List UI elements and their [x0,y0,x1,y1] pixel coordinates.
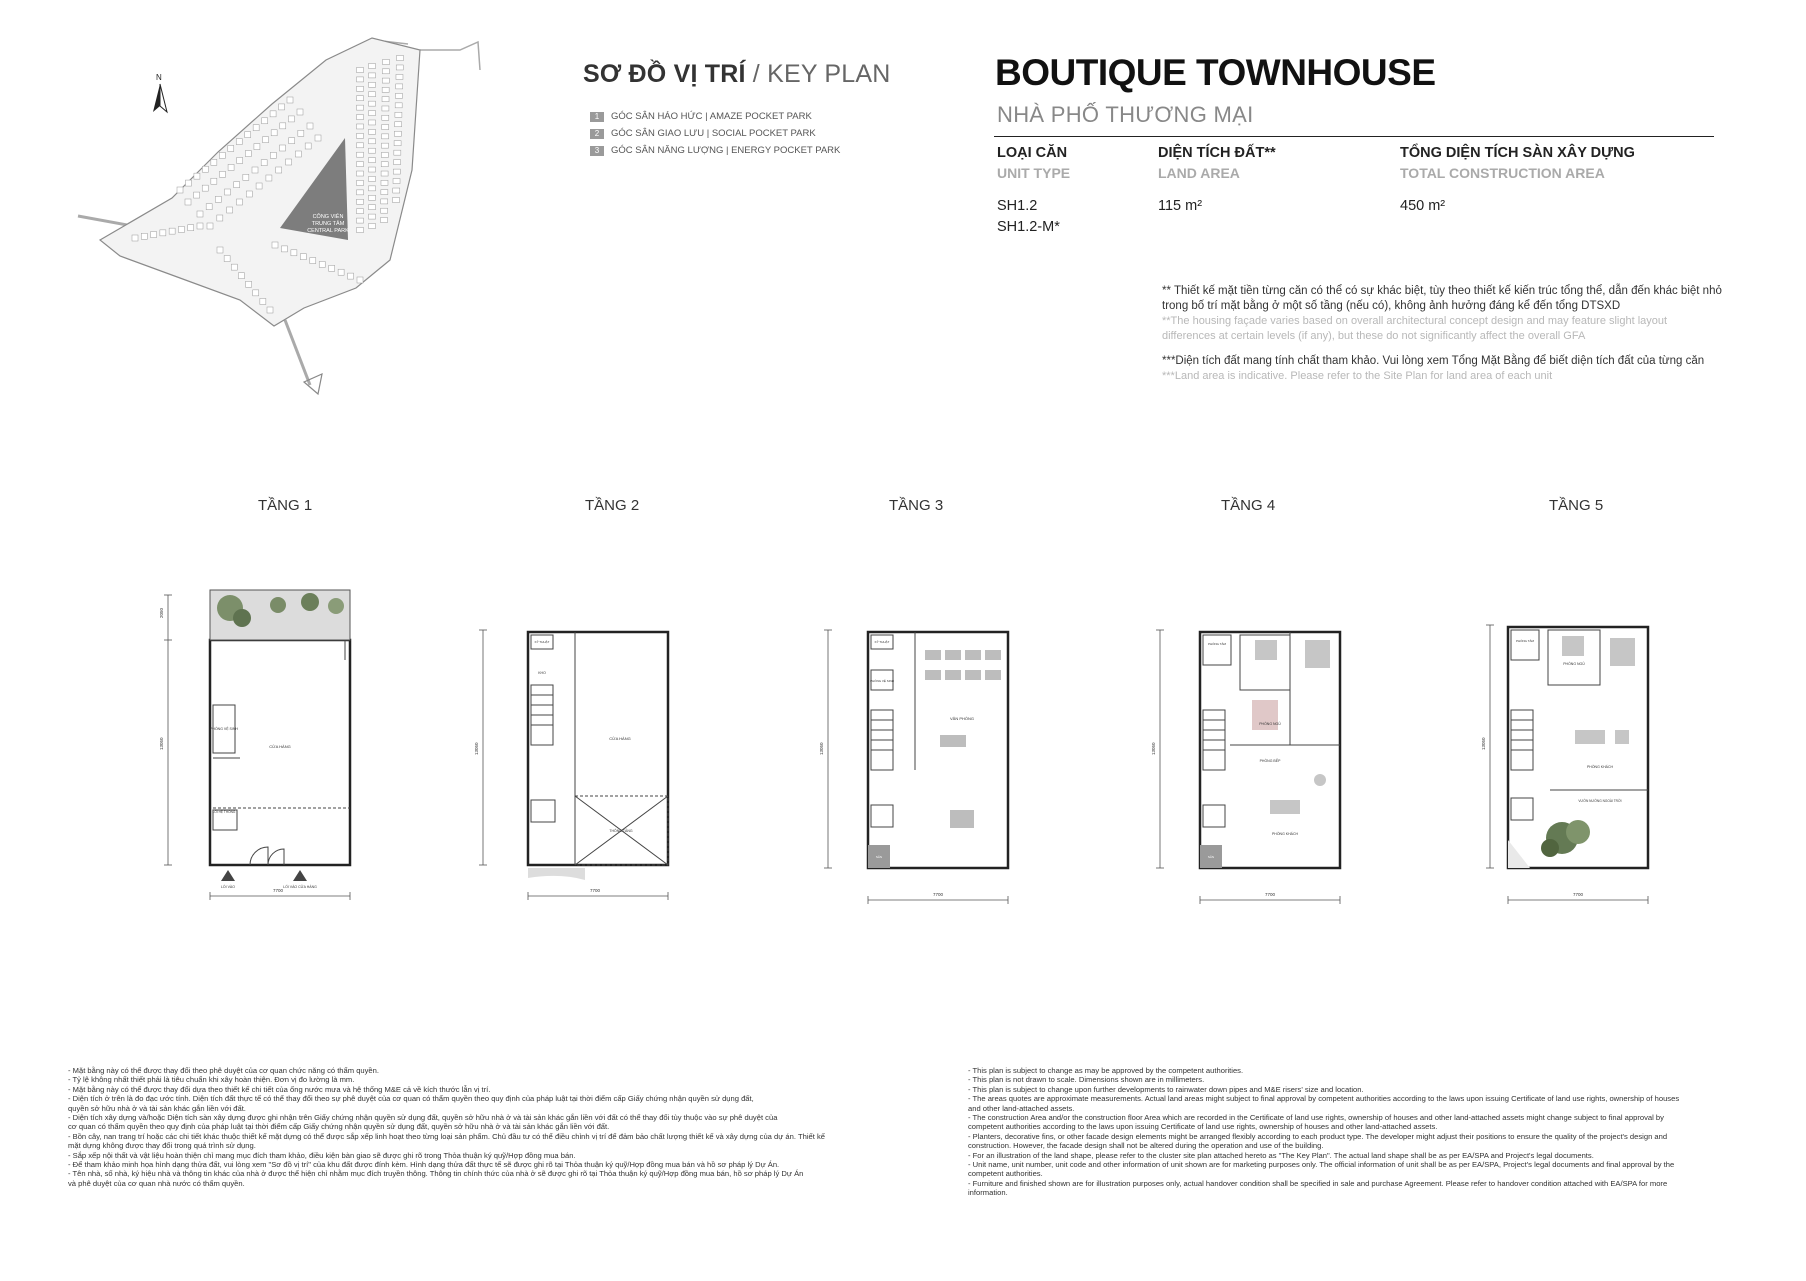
land-area-note [1162,354,1704,384]
house-lot [272,242,278,248]
house-lot [357,77,364,82]
land-area-note-vi: ***Diện tích đất mang tính chất tham khảo. Vui lòng xem Tổng Mặt Bằng để biết diện tích đất của từng căn [1162,355,1705,367]
house-lot [393,179,400,184]
room-label: PHÒNG VỆ SINH [210,727,238,731]
house-lot [141,233,147,239]
legend-label: GÓC SÂN NĂNG LƯỢNG | ENERGY POCKET PARK [611,145,841,156]
house-lot [310,258,316,264]
house-lot [369,158,376,163]
house-lot [369,120,376,125]
total-area-label-en: TOTAL CONSTRUCTION AREA [1400,165,1605,181]
house-lot [369,186,376,191]
house-lot [178,226,184,232]
footnote-line: - This plan is subject to change as may be approved by the competent authorities. [968,1066,1244,1075]
dim-width: 7700 [272,888,284,893]
land-area-note-en: ***Land area is indicative. Please refer to the Site Plan for land area of each unit [1162,370,1553,382]
house-lot [197,211,203,217]
house-lot [357,180,364,185]
footnote-line: - Mặt bằng này có thể được thay đổi theo phê duyệt của cơ quan chức năng có thẩm quyền. [68,1066,379,1075]
house-lot [188,225,194,231]
house-lot [270,152,276,158]
facade-note-en-2: differences at certain levels (if any), but these do not significantly affect the overall GFA [1162,330,1586,342]
footnote-line: - Mặt bằng này có thể được thay đổi dựa theo thiết kế chi tiết của ống nước mưa và hệ thống M&E cả về kích thước lẫn vị trí. [68,1084,491,1094]
house-lot [217,247,223,253]
house-lot [202,166,208,172]
floor-3-label: TẦNG 3 [889,497,944,514]
floor-plan-5 [1450,570,1680,920]
dim-height: 13050 [474,742,479,755]
house-lot [381,143,388,148]
house-lot [238,273,244,279]
house-lot [357,68,364,73]
footnote-line: information. [968,1188,1008,1198]
house-lot [382,125,389,130]
house-lot [357,124,364,129]
house-lot [236,139,242,145]
house-lot [281,246,287,252]
house-lot [395,103,402,108]
legend-number: 1 [590,112,604,122]
house-lot [396,65,403,70]
house-lot [383,60,390,65]
house-lot [338,269,344,275]
legend-number: 3 [590,146,604,156]
house-lot [382,115,389,120]
house-lot [280,123,286,129]
house-lot [246,191,252,197]
floor-plan-2 [465,570,695,920]
unit-type-label-en: UNIT TYPE [997,165,1071,181]
dim-height-1: 2050 [159,607,164,618]
house-lot [260,298,266,304]
room-label: SÂN [1207,855,1215,859]
house-lot [395,112,402,117]
house-lot [287,97,293,103]
house-lot [225,189,231,195]
house-lot [369,73,376,78]
house-lot [382,97,389,102]
footnote-line: - Tỷ lệ không nhất thiết phải là tiêu chuẩn khi xây hoàn thiện. Đơn vị đo lường là mm. [68,1075,355,1085]
footnote-line: - This plan is subject to change upon further developments to rainwater down pipes and M&E risers' size and location. [968,1084,1364,1094]
house-lot [394,150,401,155]
dim-height: 13050 [1151,742,1156,755]
house-lot [369,64,376,69]
room-label: SÂN [875,855,883,859]
house-lot [381,180,388,185]
room-label: PHÒNG TẮM [1515,639,1535,643]
key-plan-title [583,60,891,89]
house-lot [357,162,364,167]
footnote-line: and other land-attached assets. [968,1103,1075,1113]
house-lot [394,160,401,165]
house-lot [194,173,200,179]
footnote-line: và phê duyệt của cơ quan nhà nước có thẩm quyền. [68,1178,245,1188]
house-lot [261,160,267,166]
house-lot [307,123,313,129]
house-lot [357,228,364,233]
house-lot [197,223,203,229]
page-title: BOUTIQUE TOWNHOUSE [995,52,1436,93]
legend-item [590,125,840,142]
house-lot [357,105,364,110]
house-lot [289,138,295,144]
floor-plan-1 [150,570,380,920]
house-lot [253,125,259,131]
house-lot [231,264,237,270]
floor-4-label: TẦNG 4 [1221,497,1276,514]
house-lot [369,214,376,219]
house-lot [211,159,217,165]
room-label: KHO [538,671,546,675]
room-label: CỬA HÀNG [269,744,291,749]
house-lot [357,209,364,214]
footnotes-english [968,1066,1679,1198]
shop-entrance-label: LỐI VÀO CỬA HÀNG [283,885,317,889]
footnote-line: competent authorities according to the laws upon issuing Certificate of land use rights, ownership of houses and other land-attached assets. [968,1122,1438,1132]
house-lot [228,145,234,151]
house-lot [369,92,376,97]
house-lot [194,192,200,198]
footnote-line: - The areas quotes are approximate measurements. Actual land areas might subject to final approval by competent authorities according to the laws upon issuing Certificate of land use rights, ownership of houses [968,1094,1680,1104]
land-area-label: DIỆN TÍCH ĐẤT** [1158,145,1276,161]
key-plan-legend [590,108,840,159]
footnote-line: - Unit name, unit number, unit code and other information of unit shown are for marketing purposes only. The official information of unit shall be as per EA/SPA, Project's legal documents and final approval by the [968,1160,1675,1170]
house-lot [395,122,402,127]
footnote-line: quyền sở hữu nhà ở và tài sản khác gắn liền với đất. [68,1103,246,1113]
house-lot [185,180,191,186]
house-lot [381,190,388,195]
legend-number: 2 [590,129,604,139]
room-label: CỬA HÀNG [609,736,631,741]
total-area-value: 450 m² [1400,198,1446,214]
footnote-line: - The construction Area and/or the construction floor Area which are recorded in the Certificate of land use rights, ownership of houses and other land-attached assets might change subject to final approval by [968,1113,1664,1123]
park-label-3: CENTRAL PARK [307,228,349,234]
site-outline [100,38,420,326]
footnote-line: - Diện tích xây dựng và/hoặc Diện tích sàn xây dựng được ghi nhận trên Giấy chứng nhận quyền sử dụng đất, quyền sở hữu nhà ở và tài sản khác gắn liền với đất có thể thay đổi tùy thuộc vào sự phê duyệt của [68,1113,778,1123]
room-label: KỸ THUẬT [534,640,550,644]
footnote-line: - Furniture and finished shown are for illustration purposes only, actual handover condition shall be specified in sale and purchase Agreement. Please refer to handover condition attached with EA/SPA for more [968,1178,1668,1188]
footnote-line: - Sắp xếp nội thất và vật liệu hoàn thiện chỉ mang mục đích tham khảo, điều kiện bàn giao sẽ được ghi rõ trong Thỏa thuận ký quỹ/Hợp đồng mua bán. [68,1150,576,1160]
room-label: PHÒNG NGỦ [1563,662,1585,666]
house-lot [393,198,400,203]
house-lot [381,171,388,176]
house-lot [243,174,249,180]
house-lot [211,178,217,184]
unit-type-value-2: SH1.2-M* [997,219,1060,235]
house-lot [357,86,364,91]
dim-height: 13050 [1481,737,1486,750]
house-lot [357,133,364,138]
house-lot [396,74,403,79]
house-lot [319,261,325,267]
house-lot [381,208,388,213]
footnote-line: - Để tham khảo minh họa hình dạng thửa đất, vui lòng xem "Sơ đồ vị trí" của khu đất được đính kèm. Hình dạng thửa đất thực tế sẽ được ghi rõ tại Thỏa thuận ký quỹ/Hợp đồng mua bán và hồ sơ pháp lý Dự Án. [68,1160,780,1170]
house-lot [357,115,364,120]
house-lot [266,175,272,181]
dim-width: 7700 [932,892,944,897]
facade-note [1162,284,1722,344]
house-lot [382,134,389,139]
house-lot [224,256,230,262]
key-plan-title-en: KEY PLAN [767,60,891,88]
dim-width: 7700 [1572,892,1584,897]
unit-type-value-1: SH1.2 [997,198,1038,214]
house-lot [369,82,376,87]
house-lot [381,199,388,204]
room-label: VĂN PHÒNG [949,716,975,721]
house-lot [286,159,292,165]
house-lot [369,167,376,172]
house-lot [382,78,389,83]
footnote-line: - This plan is not drawn to scale. Dimensions shown are in millimeters. [968,1075,1205,1085]
house-lot [270,111,276,117]
land-area-value: 115 m² [1158,198,1203,214]
house-lot [288,116,294,122]
house-lot [245,151,251,157]
park-label-1: CÔNG VIÊN [312,214,344,220]
house-lot [253,290,259,296]
footnote-line: cơ quan có thẩm quyền theo quy định của pháp luật tại thời điểm cấp Giấy chứng nhận quyền sử dụng đất, quyền sở hữu nhà ở và tài sản khác gắn liền với đất. [68,1122,610,1132]
room-label: VƯỜN NƯỚNG NGOÀI TRỜI [1578,799,1622,803]
house-lot [219,152,225,158]
house-lot [348,273,354,279]
house-lot [369,176,376,181]
house-lot [357,171,364,176]
facade-note-vi-2: trong bố trí mặt bằng ở một số tầng (nếu có), không ảnh hưởng đáng kể đến tổng DTSXD [1162,300,1621,312]
footnote-line: construction. However, the facade design shall not be altered during the operation and use of the building. [968,1141,1324,1151]
house-lot [357,199,364,204]
house-lot [382,87,389,92]
park-label-2: TRUNG TÂM [311,221,345,227]
house-lot [237,157,243,163]
house-lot [262,118,268,124]
floor-5-label: TẦNG 5 [1549,497,1604,514]
house-lot [252,167,258,173]
house-lot [357,96,364,101]
room-label: PHÒNG NGỦ [1259,722,1281,726]
house-lot [381,218,388,223]
floor-plan-4 [1120,570,1350,920]
dim-height-2: 13050 [159,737,164,750]
house-lot [369,111,376,116]
footnotes-vietnamese [68,1066,825,1188]
house-lot [397,56,404,61]
footnote-line: - For an illustration of the land shape, please refer to the cluster site plan attached hereto as "The Key Plan". The actual land shape shall be as per EA/SPA and Project's legal documents. [968,1150,1594,1160]
house-lot [227,207,233,213]
key-plan-map [60,30,530,410]
house-lot [279,104,285,110]
house-lot [280,145,286,151]
footnote-line: - Diện tích ở trên là đo đạc ước tính. Diện tích đất thực tế có thể thay đổi theo sự phê duyệt của cơ quan có thẩm quyền theo quy định của pháp luật tại thời điểm cấp Giấy chứng nhận quyền sử dụng đất, [68,1094,754,1104]
house-lot [276,167,282,173]
house-lot [246,281,252,287]
house-lot [381,162,388,167]
floor-1-label: TẦNG 1 [258,497,313,514]
land-area-label-en: LAND AREA [1158,165,1240,181]
house-lot [396,84,403,89]
house-lot [357,277,363,283]
room-label: PHÒNG TẮM [1207,642,1227,646]
north-label: N [156,73,162,82]
house-lot [298,130,304,136]
house-lot [369,205,376,210]
house-lot [369,139,376,144]
dim-width: 7700 [589,888,601,893]
house-lot [369,224,376,229]
house-lot [394,141,401,146]
house-lot [263,137,269,143]
legend-item [590,142,840,159]
room-label: PHÒNG KHÁCH [1271,832,1299,836]
house-lot [369,148,376,153]
house-lot [219,171,225,177]
entrance-arrow-icon [221,870,235,881]
legend-label: GÓC SÂN GIAO LƯU | SOCIAL POCKET PARK [611,128,816,139]
room-label: PHÒNG BẾP [1259,759,1281,763]
house-lot [151,232,157,238]
page-subtitle: NHÀ PHỐ THƯƠNG MẠI [997,102,1254,127]
house-lot [228,164,234,170]
house-lot [185,199,191,205]
house-lot [215,196,221,202]
house-lot [217,215,223,221]
room-label: PHÒNG KHÁCH [1586,765,1614,769]
room-label: KỸ THUẬT [874,640,890,644]
key-plan-title-vi: SƠ ĐỒ VỊ TRÍ [583,60,746,88]
house-lot [300,254,306,260]
footnote-line: - Planters, decorative fins, or other facade design elements might be arranged flexibly according to each product type. The developer might adjust their positions to ensure the quality of the project's design and [968,1131,1668,1141]
house-lot [256,183,262,189]
house-lot [267,307,273,313]
unit-type-label: LOẠI CĂN [997,145,1068,161]
house-lot [132,235,138,241]
room-label: LÕI HỆ THỐNG [212,810,236,814]
house-lot [234,182,240,188]
room-label: THÔNG TẦNG [609,829,633,833]
house-lot [295,151,301,157]
footnote-line: - Tên nhà, số nhà, ký hiệu nhà và thông tin khác của nhà ở được thể hiện chỉ nhằm mục đích truyền thông. Thông tin chính thức của nhà ở sẽ được ghi rõ tại Thỏa thuận ký quỹ/Hợp đồng mua bán, hồ sơ pháp lý Dự Án [68,1169,804,1179]
house-lot [369,195,376,200]
house-lot [393,188,400,193]
house-lot [357,143,364,148]
house-lot [369,101,376,106]
house-lot [254,144,260,150]
house-lot [395,93,402,98]
house-lot [236,199,242,205]
house-lot [382,69,389,74]
house-lot [169,228,175,234]
house-lot [207,223,213,229]
house-lot [245,132,251,138]
total-area-label: TỔNG DIỆN TÍCH SÀN XÂY DỰNG [1400,145,1635,161]
house-lot [271,130,277,136]
header-divider [994,136,1714,137]
dim-width: 7700 [1264,892,1276,897]
house-lot [357,218,364,223]
room-label: PHÒNG VỆ SINH [870,679,894,683]
house-lot [382,106,389,111]
house-lot [381,152,388,157]
house-lot [394,131,401,136]
dim-height: 13050 [819,742,824,755]
house-lot [297,109,303,115]
house-lot [357,152,364,157]
shop-entrance-arrow-icon [293,870,307,881]
house-lot [202,185,208,191]
footnote-line: competent authorities. [968,1169,1043,1179]
facade-note-en-1: **The housing façade varies based on overall architectural concept design and may feature slight layout [1162,315,1668,327]
floor-2-label: TẦNG 2 [585,497,640,514]
house-lot [315,135,321,141]
facade-note-vi-1: ** Thiết kế mặt tiền từng căn có thể có sự khác biệt, tùy theo thiết kế kiến trúc tổng thể, dẫn đến khác biệt nhỏ [1162,285,1722,297]
house-lot [177,187,183,193]
house-lot [329,265,335,271]
entrance-label: LỐI VÀO [220,885,236,889]
house-lot [291,250,297,256]
legend-item [590,108,840,125]
footnote-line: - Bồn cây, nan trang trí hoặc các chi tiết khác thuộc thiết kế mặt dựng có thể được sắp xếp linh hoạt theo từng loại sản phẩm. Chủ đầu tư có thể điều chỉnh vị trí để đảm bảo chất lượng thiết kế và xây dựng của dự án. Thiết kế [68,1131,825,1141]
house-lot [393,169,400,174]
house-lot [369,129,376,134]
house-lot [160,230,166,236]
legend-label: GÓC SÂN HÁO HỨC | AMAZE POCKET PARK [611,111,812,122]
house-lot [206,204,212,210]
house-lot [357,190,364,195]
house-lot [305,143,311,149]
north-arrow-icon [153,84,167,112]
key-plan-title-separator: / [752,60,760,88]
footnote-line: mặt dựng không được thay đổi trong quá trình sử dụng. [68,1141,256,1151]
floor-plan-3 [790,570,1020,920]
